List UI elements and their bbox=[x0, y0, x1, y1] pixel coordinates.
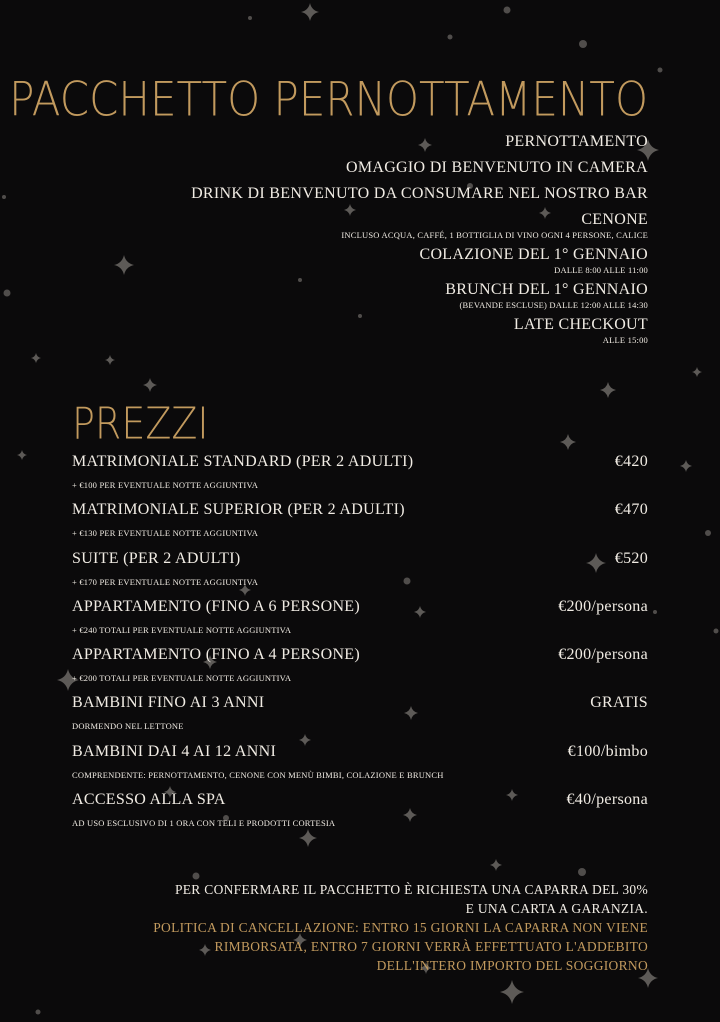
star-dot bbox=[653, 610, 657, 614]
room-name: MATRIMONIALE STANDARD (PER 2 ADULTI) bbox=[72, 453, 414, 470]
star-dot bbox=[579, 40, 587, 48]
star-dot bbox=[4, 290, 11, 297]
room-name: APPARTAMENTO (FINO A 4 PERSONE) bbox=[72, 646, 360, 664]
inclusion-note: DALLE 8:00 ALLE 11:00 bbox=[554, 265, 648, 275]
inclusion-note: (BEVANDE ESCLUSE) DALLE 12:00 ALLE 14:30 bbox=[459, 300, 648, 310]
inclusion-note: ALLE 15:00 bbox=[602, 335, 648, 345]
room-name: ACCESSO ALLA SPA bbox=[72, 791, 226, 809]
inclusion-item bbox=[88, 158, 648, 184]
deposit-line-1: PER CONFERMARE IL PACCHETTO È RICHIESTA UNA CAPARRA DEL 30% bbox=[174, 882, 648, 897]
inclusion-label: DRINK DI BENVENUTO DA CONSUMARE NEL NOSTRO BAR bbox=[191, 185, 648, 202]
star-dot bbox=[2, 195, 6, 199]
inclusion-label: PERNOTTAMENTO bbox=[505, 133, 648, 150]
star-sparkle bbox=[490, 859, 502, 871]
room-price: €470 bbox=[614, 501, 648, 519]
star-sparkle bbox=[692, 367, 702, 377]
room-note: + €130 PER EVENTUALE NOTTE AGGIUNTIVA bbox=[72, 528, 259, 539]
cancellation-policy-line-2: RIMBORSATA, ENTRO 7 GIORNI VERRÀ EFFETTUATO L'ADDEBITO bbox=[214, 939, 648, 954]
price-row bbox=[72, 550, 648, 598]
room-price: €420 bbox=[614, 453, 648, 470]
room-price: €200/persona bbox=[558, 646, 648, 664]
deposit-line-2: E UNA CARTA A GARANZIA. bbox=[465, 901, 648, 916]
price-row bbox=[72, 598, 648, 646]
inclusion-item bbox=[88, 210, 648, 241]
star-dot bbox=[36, 1010, 41, 1015]
star-dot bbox=[193, 873, 200, 880]
star-dot bbox=[714, 629, 719, 634]
inclusion-item bbox=[88, 315, 648, 346]
star-dot bbox=[705, 530, 711, 536]
room-price: €100/bimbo bbox=[567, 742, 648, 760]
room-name: BAMBINI FINO AI 3 ANNI bbox=[72, 694, 265, 712]
room-note: AD USO ESCLUSIVO DI 1 ORA CON TELI E PRODOTTI CORTESIA bbox=[72, 818, 336, 829]
star-dot bbox=[578, 868, 586, 876]
prices-title: PREZZI bbox=[72, 398, 209, 449]
star-sparkle bbox=[31, 353, 41, 363]
room-note: + €100 PER EVENTUALE NOTTE AGGIUNTIVA bbox=[72, 480, 259, 490]
room-name: BAMBINI DAI 4 AI 12 ANNI bbox=[72, 742, 277, 760]
price-row bbox=[72, 791, 648, 839]
inclusion-label: BRUNCH DEL 1° GENNAIO bbox=[445, 281, 648, 298]
room-note: DORMENDO NEL LETTONE bbox=[72, 721, 184, 732]
star-dot bbox=[504, 7, 511, 14]
page-title: PACCHETTO PERNOTTAMENTO bbox=[9, 72, 648, 127]
inclusion-label: OMAGGIO DI BENVENUTO IN CAMERA bbox=[345, 159, 648, 176]
price-row bbox=[72, 743, 648, 791]
footer bbox=[68, 880, 648, 975]
price-row bbox=[72, 501, 648, 549]
cancellation-policy-line-1: POLITICA DI CANCELLAZIONE: ENTRO 15 GIORNI LA CAPARRA NON VIENE bbox=[153, 920, 648, 935]
inclusion-item bbox=[88, 280, 648, 311]
inclusion-label: COLAZIONE DEL 1° GENNAIO bbox=[419, 246, 648, 263]
star-dot bbox=[658, 68, 663, 73]
room-price: €40/persona bbox=[566, 791, 648, 809]
inclusions-list bbox=[88, 132, 648, 350]
room-name: MATRIMONIALE SUPERIOR (PER 2 ADULTI) bbox=[72, 501, 405, 519]
star-sparkle bbox=[560, 434, 576, 450]
inclusion-label: CENONE bbox=[581, 211, 648, 228]
price-row bbox=[72, 646, 648, 694]
room-note: + €200 TOTALI PER EVENTUALE NOTTE AGGIUNTIVA bbox=[72, 673, 292, 684]
star-dot bbox=[448, 35, 453, 40]
inclusion-item bbox=[88, 184, 648, 210]
inclusion-label: LATE CHECKOUT bbox=[513, 316, 648, 333]
price-row bbox=[72, 694, 648, 742]
room-price: GRATIS bbox=[590, 694, 648, 712]
inclusion-item bbox=[88, 245, 648, 276]
star-sparkle bbox=[500, 980, 524, 1004]
star-sparkle bbox=[600, 382, 616, 398]
room-note: + €240 TOTALI PER EVENTUALE NOTTE AGGIUNTIVA bbox=[72, 624, 292, 635]
star-sparkle bbox=[143, 378, 157, 392]
room-price: €200/persona bbox=[558, 597, 648, 615]
inclusion-note: INCLUSO ACQUA, CAFFÉ, 1 BOTTIGLIA DI VINO OGNI 4 PERSONE, CALICE bbox=[341, 230, 648, 240]
star-sparkle bbox=[301, 3, 319, 21]
star-sparkle bbox=[17, 450, 27, 460]
room-price: €520 bbox=[614, 549, 648, 567]
price-row bbox=[72, 453, 648, 501]
room-note: + €170 PER EVENTUALE NOTTE AGGIUNTIVA bbox=[72, 576, 259, 587]
room-name: APPARTAMENTO (FINO A 6 PERSONE) bbox=[72, 597, 360, 615]
star-dot bbox=[248, 16, 252, 20]
room-name: SUITE (PER 2 ADULTI) bbox=[72, 549, 241, 567]
star-sparkle bbox=[680, 460, 692, 472]
cancellation-policy-line-3: DELL'INTERO IMPORTO DEL SOGGIORNO bbox=[376, 958, 648, 973]
star-sparkle bbox=[105, 355, 115, 365]
room-note: COMPRENDENTE: PERNOTTAMENTO, CENONE CON MENÙ BIMBI, COLAZIONE E BRUNCH bbox=[72, 769, 444, 780]
prices-list bbox=[72, 453, 648, 839]
inclusion-item bbox=[88, 132, 648, 158]
